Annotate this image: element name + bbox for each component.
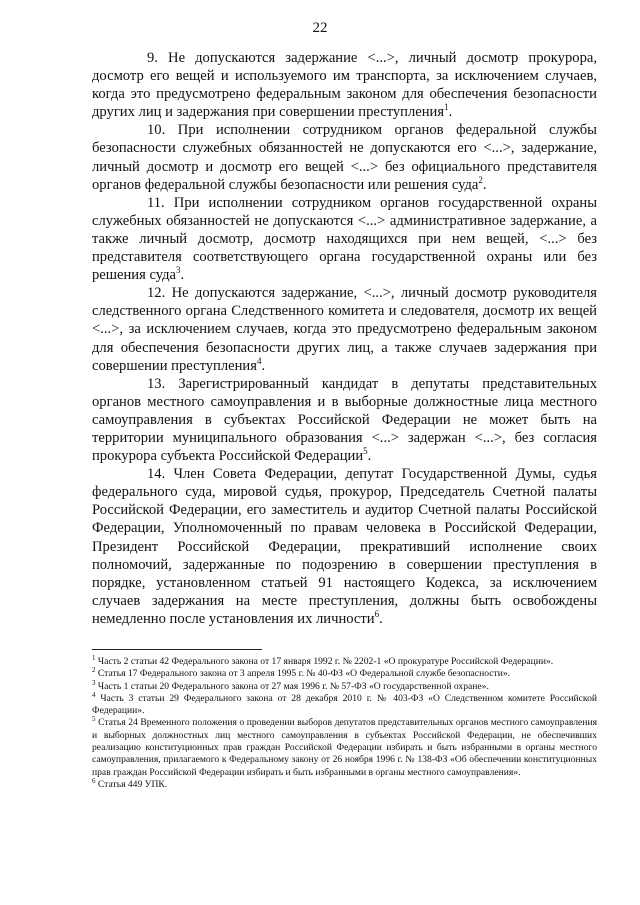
footnote-text: Часть 1 статьи 20 Федерального закона от 27 мая 1996 г. № 57-ФЗ «О государственной охране». bbox=[97, 680, 489, 692]
footnote bbox=[92, 668, 597, 680]
paragraph-9: 9. Не допускаются задержание <...>, личный досмотр прокурора, досмотр его вещей и используемого им транспорта, за исключением случаев, когда это предусмотрено федеральным законом для обеспечения безопасности других лиц и задержания при совершении преступления$^1$. bbox=[92, 50, 597, 121]
paragraph-14: 14. Член Совета Федерации, депутат Государственной Думы, судья федерального суда, мировой судья, прокурор, Председатель Счетной палаты Российской Федерации, его заместитель и аудитор Счетной палаты Российской Федерации, Уполномоченный по правам человека в Российской Федерации, Президент Российской Федерации, прекративший исполнение своих полномочий, задержанные по подозрению в совершении преступления в порядке, установленном статьей 91 настоящего Кодекса, за исключением случаев задержания на месте преступления, должны быть освобождены немедленно после установления их личности$^6$. bbox=[92, 466, 597, 627]
paragraph-text: 11. При исполнении сотрудником органов государственной охраны служебных обязанностей не допускаются <...> административное задержание, а также личный досмотр, досмотр находящихся при нем вещей, <...> без представителя соответствующего органа государственной охраны или без решения суда bbox=[92, 194, 597, 284]
footnote bbox=[92, 776, 597, 791]
paragraph-text: 14. Член Совета Федерации, депутат Государственной Думы, судья федерального суда, мировой судья, прокурор, Председатель Счетной палаты Российской Федерации, его заместитель и аудитор Счетной палаты Российской Федерации, Уполномоченный по правам человека в Российской Федерации, Президент Российской Федерации, прекративший исполнение своих полномочий, задержанные по подозрению в совершении преступления в порядке, установленном статьей 91 настоящего Кодекса, за исключением случаев задержания на месте преступления, должны быть освобождены немедленно после установления их личности bbox=[92, 466, 597, 627]
footnote-number: 4 bbox=[92, 690, 96, 699]
footnotes bbox=[92, 653, 597, 791]
footnote-text: Статья 17 Федерального закона от 3 апреля 1995 г. № 40-ФЗ «О Федеральной службе безопасности». bbox=[97, 668, 511, 680]
footnote bbox=[92, 690, 597, 718]
paragraph-text: 13. Зарегистрированный кандидат в депутаты представительных органов местного самоуправления и в выборные должностные лица местного самоуправления в субъектах Российской Федерации не может быть на территории муниципального образования <...> задержан <...>, без согласия прокурора субъекта Российской Федерации bbox=[92, 375, 597, 465]
footnote-number: 6 bbox=[92, 776, 96, 785]
footnote bbox=[92, 678, 597, 693]
footnote bbox=[92, 717, 597, 778]
paragraph-text: 12. Не допускаются задержание, <...>, личный досмотр руководителя следственного органа Следственного комитета и следователя, досмотр их вещей <...>, за исключением случаев, когда это предусмотрено федеральным законом для обеспечения безопасности других лиц, а также случаев задержания при совершении преступления bbox=[92, 285, 597, 374]
footnote-ref: 1 bbox=[444, 102, 449, 113]
footnote-ref: 2 bbox=[478, 174, 483, 185]
footnote-number: 3 bbox=[92, 678, 96, 687]
footnote-text: Часть 3 статьи 29 Федерального закона от 28 декабря 2010 г. № 403-ФЗ «О Следственном комитете Российской Федерации». bbox=[92, 692, 597, 717]
page-number: 22 bbox=[312, 20, 328, 36]
paragraph-text: 10. При исполнении сотрудником органов федеральной службы безопасности служебных обязанностей не допускаются его <...>, задержание, личный досмотр и досмотр его вещей <...> без официального представителя органов федеральной службы безопасности или решения суда bbox=[92, 122, 597, 193]
footnote-number: 5 bbox=[92, 715, 96, 724]
footnote-number: 2 bbox=[92, 666, 96, 675]
footnote-ref: 4 bbox=[256, 355, 262, 366]
footnote-text: Статья 449 УПК. bbox=[97, 778, 168, 790]
footnote-number: 1 bbox=[92, 653, 96, 662]
paragraph-13: 13. Зарегистрированный кандидат в депутаты представительных органов местного самоуправления и в выборные должностные лица местного самоуправления в субъектах Российской Федерации не может быть на территории муниципального образования <...> задержан <...>, без согласия прокурора субъекта Российской Федерации$^5$. bbox=[92, 375, 597, 465]
paragraph-text: 9. Не допускаются задержание <...>, личный досмотр прокурора, досмотр его вещей и используемого им транспорта, за исключением случаев, когда это предусмотрено федеральным законом для обеспечения безопасности других лиц и задержания при совершении преступления bbox=[92, 50, 597, 121]
footnote bbox=[92, 653, 597, 668]
footnote-ref: 5 bbox=[363, 446, 368, 457]
paragraph-11: 11. При исполнении сотрудником органов государственной охраны служебных обязанностей не допускаются <...> административное задержание, а также личный досмотр, досмотр находящихся при нем вещей, <...> без представителя соответствующего органа государственной охраны или без решения суда$^3$. bbox=[92, 194, 597, 284]
footnote-ref: 6 bbox=[374, 609, 380, 620]
footnote-divider bbox=[92, 649, 262, 650]
footnote-text: Часть 2 статьи 42 Федерального закона от 17 января 1992 г. № 2202-1 «О прокуратуре Российской Федерации». bbox=[97, 656, 554, 667]
footnote-ref: 3 bbox=[176, 265, 181, 276]
paragraph-10: 10. При исполнении сотрудником органов федеральной службы безопасности служебных обязанностей не допускаются его <...>, задержание, личный досмотр и досмотр его вещей <...> без официального представителя органов федеральной службы безопасности или решения суда$^2$. bbox=[92, 122, 597, 193]
main-text bbox=[92, 49, 597, 628]
paragraph-12: 12. Не допускаются задержание, <...>, личный досмотр руководителя следственного органа Следственного комитета и следователя, досмотр их вещей <...>, за исключением случаев, когда это предусмотрено федеральным законом для обеспечения безопасности других лиц, а также случаев задержания при совершении преступления$^4$. bbox=[92, 285, 597, 374]
footnote-text: Статья 24 Временного положения о проведении выборов депутатов представительных органов местного самоуправления и выборных должностных лиц местного самоуправления в субъектах Российской Федерации, не обеспечивших реализацию конституционных прав граждан Российской Федерации избирать и быть избранными в органы местного самоуправления, прилагаемого к Федеральному закону от 26 ноября 1996 г. № 138-ФЗ «Об обеспечении конституционных прав граждан Российской Федерации избирать и быть избранными в органы местного самоуправления». bbox=[92, 717, 597, 778]
